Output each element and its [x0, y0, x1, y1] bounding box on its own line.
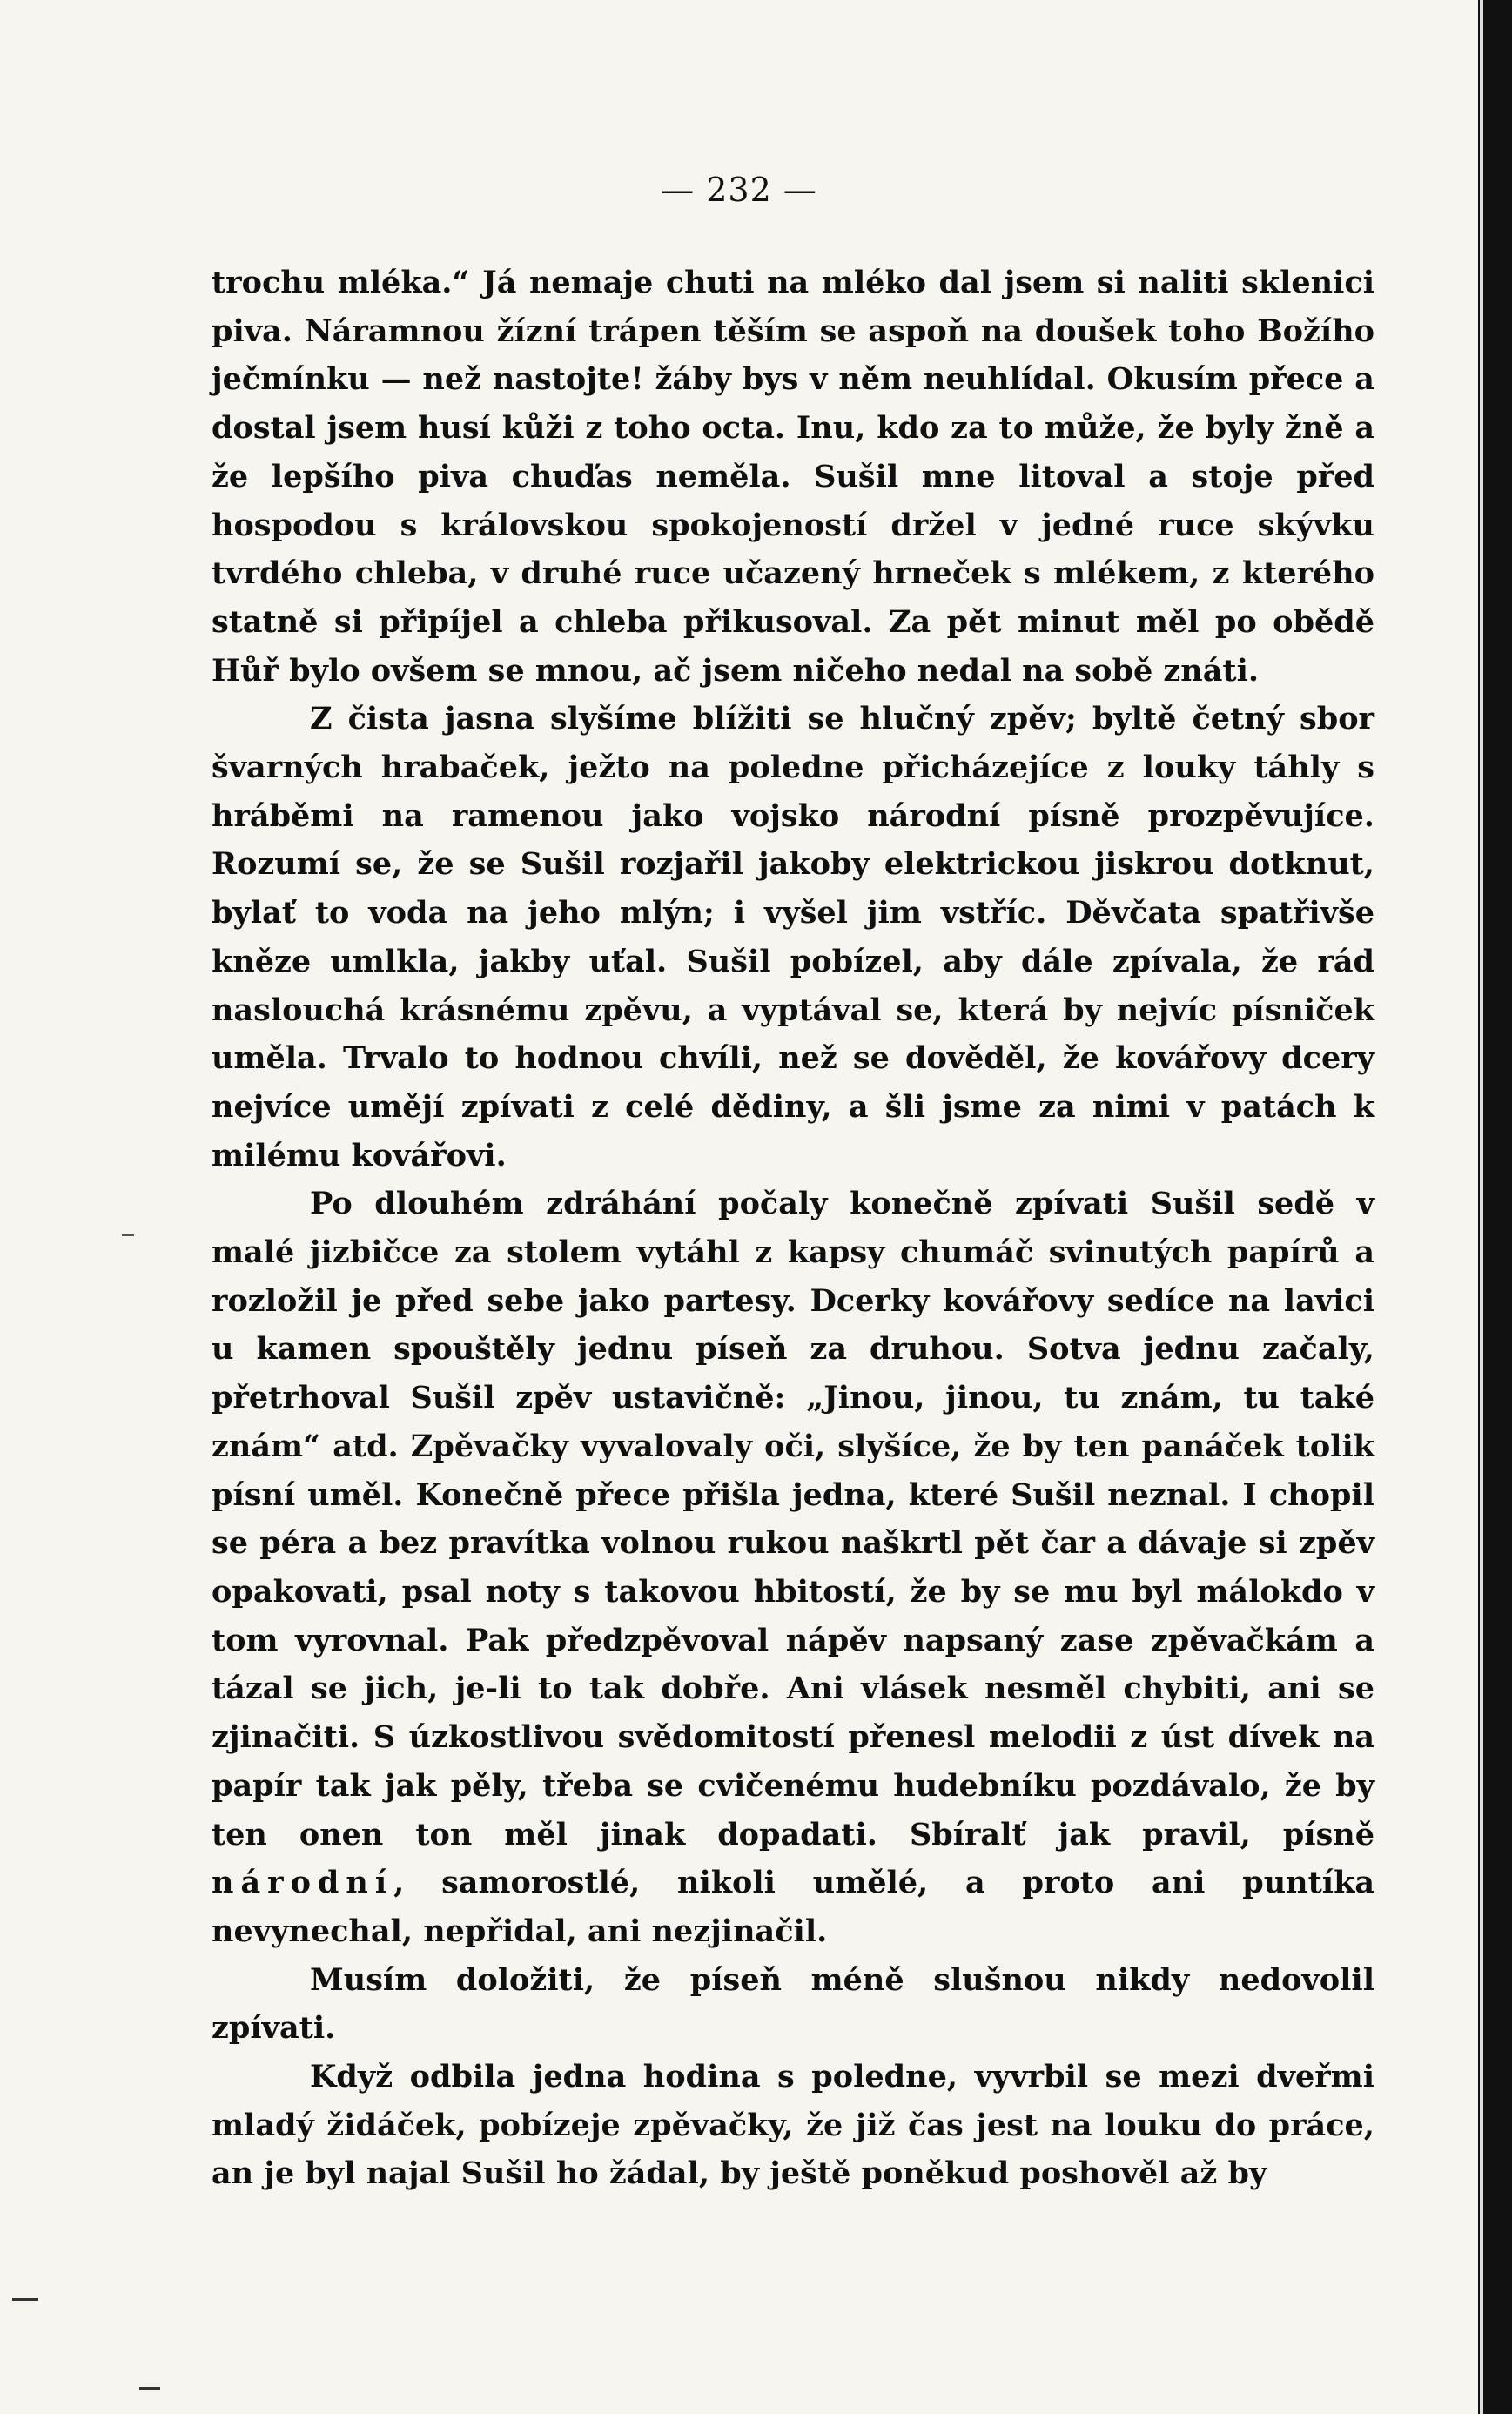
paragraph-1: trochu mléka.“ Já nemaje chuti na mléko dal jsem si naliti sklenici piva. Náramnou žízní trápen těším se aspoň na doušek toho Božího ječmínku — než nastojte! žáby bys v něm neuhlídal. Okusím přece a dostal jsem husí kůži z toho octa. Inu, kdo za to může, že byly žně a že lepšího piva chuďas neměla. Sušil mne litoval a stoje před hospodou s královskou spokojeností držel v jedné ruce skývku tvrdého chleba, v druhé ruce učazený hrneček s mlékem, z kterého statně si připíjel a chleba přikusoval. Za pět minut měl po obědě Hůř bylo ovšem se mnou, ač jsem ničeho nedal na sobě znáti.	[212, 265, 1374, 689]
paragraph-3-text-before: Po dlouhém zdráhání počaly konečně zpívati Sušil sedě v malé jizbičce za stolem vytáhl z kapsy chumáč svinutých papírů a rozložil je před sebe jako partesy. Dcerky kovářovy sedíce na lavici u kamen spouštěly jednu píseň za druhou. Sotva jednu začaly, přetrhoval Sušil zpěv ustavičně: „Jinou, jinou, tu znám, tu také znám“ atd. Zpěvačky vyvalovaly oči, slyšíce, že by ten panáček tolik písní uměl. Konečně přece přišla jedna, které Sušil neznal. I chopil se péra a bez pravítka volnou rukou naškrtl pět čar a dávaje si zpěv opakovati, psal noty s takovou hbitostí, že by se mu byl málokdo v tom vyrovnal. Pak předzpěvoval nápěv napsaný zase zpěvačkám a tázal se jich, je-li to tak dobře. Ani vlásek nesměl chybiti, ani se zjinačiti. S úzkostlivou svědomitostí přenesl melodii z úst dívek na papír tak jak pěly, třeba se cvičenému hudebníku pozdávalo, že by ten onen ton měl jinak dopadati. Sbíralť jak pravil, písně	[212, 1186, 1374, 1853]
paragraph-3-text-after: , samorostlé, nikoli umělé, a proto ani puntíka nevynechal, nepřidal, ani nezjinačil.	[212, 1865, 1374, 1949]
paragraph-2: Z čista jasna slyšíme blížiti se hlučný zpěv; byltě četný sbor švarných hrabaček, ježto na poledne přicházejíce z louky táhly s hráběmi na ramenou jako vojsko národní písně prozpěvujíce. Rozumí se, že se Sušil rozjařil jakoby elektrickou jiskrou dotknut, bylať to voda na jeho mlýn; i vyšel jim vstříc. Děvčata spatřivše kněze umlkla, jakby uťal. Sušil pobízel, aby dále zpívala, že rád naslouchá krásnému zpěvu, a vyptával se, která by nejvíc písniček uměla. Trvalo to hodnou chvíli, než se dověděl, že kovářovy dcery nejvíce umějí zpívati z celé dědiny, a šli jsme za nimi v patách k milému kovářovi.	[212, 701, 1374, 1173]
margin-mark	[122, 1234, 134, 1236]
body-text	[212, 259, 1374, 2198]
paragraph-3	[212, 1180, 1374, 1955]
spaced-word: národní	[212, 1865, 394, 1901]
page-number: — 232 —	[661, 171, 817, 209]
page-edge-line	[1480, 0, 1483, 2414]
paragraph-5: Když odbila jedna hodina s poledne, vyvrbil se mezi dveřmi mladý židáček, pobízeje zpěvačky, že již čas jest na louku do práce, an je byl najal Sušil ho žádal, by ještě poněkud poshověl až by	[212, 2059, 1374, 2192]
paragraph-4: Musím doložiti, že píseň méně slušnou nikdy nedovolil zpívati.	[212, 1961, 1374, 2047]
corner-mark	[139, 2387, 160, 2390]
corner-mark	[12, 2298, 38, 2301]
